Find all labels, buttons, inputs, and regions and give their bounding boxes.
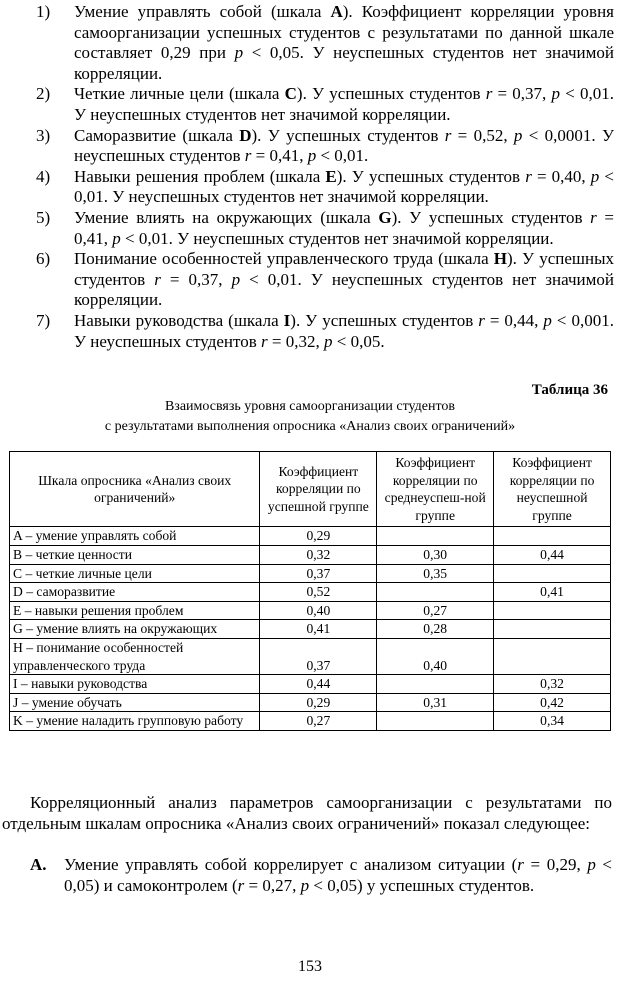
value-cell — [377, 583, 494, 602]
table-row — [10, 527, 611, 546]
value-cell — [377, 712, 494, 731]
text-run: p — [551, 84, 561, 104]
text-run: r — [590, 207, 597, 227]
value-cell: 0,37 — [260, 564, 377, 583]
text-run: < 0,01. У неуспешных студентов нет значимой корреляции. — [74, 166, 615, 207]
text-run: p — [590, 166, 600, 186]
scale-cell: J – умение обучать — [10, 693, 260, 712]
text-run: ). У успешных студентов — [290, 310, 479, 330]
text-run: < 0,05) и самоконтролем ( — [64, 855, 613, 895]
text-run: = 0,44, — [484, 310, 544, 330]
text-run: = 0,40, — [531, 166, 591, 186]
table-row — [10, 583, 611, 602]
text-run: = 0,37, — [160, 269, 232, 289]
text-run: = 0,41, — [251, 146, 308, 166]
value-cell: 0,32 — [260, 545, 377, 564]
text-run: p — [323, 331, 333, 351]
list-item-number: 3) — [36, 125, 51, 145]
value-cell: 0,31 — [377, 693, 494, 712]
value-cell — [377, 675, 494, 694]
list-item-number: 1) — [36, 2, 51, 21]
header-unsuccessful: Коэффициент корреляции по неуспешной группе — [494, 452, 611, 527]
value-cell: 0,44 — [494, 545, 611, 564]
table-row — [10, 712, 611, 731]
page-number: 153 — [298, 958, 322, 975]
scale-cell: K – умение наладить групповую работу — [10, 712, 260, 731]
text-run: Четкие личные цели (шкала — [74, 84, 285, 104]
text-run: Умение управлять собой (шкала — [74, 2, 331, 21]
value-cell: 0,28 — [377, 620, 494, 639]
value-cell: 0,27 — [260, 712, 377, 731]
value-cell — [494, 620, 611, 639]
value-cell: 0,37 — [260, 638, 377, 674]
text-run: = 0,29, — [523, 855, 588, 874]
text-run: ). У успешных студентов — [296, 84, 486, 104]
table-caption-line-1: Взаимосвязь уровня самоорганизации студентов — [164, 399, 456, 414]
value-cell: 0,29 — [260, 693, 377, 712]
text-run: Умение управлять собой коррелирует с анализом ситуации ( — [64, 855, 518, 874]
text-run: < 0,0001. У неуспешных студентов — [74, 125, 615, 166]
text-run: r — [237, 875, 245, 895]
text-run: = 0,41, — [74, 207, 615, 248]
scale-cell: B – четкие ценности — [10, 545, 260, 564]
point-a-text — [30, 855, 612, 896]
table-header-row — [10, 452, 611, 527]
text-run: Навыки решения проблем (шкала — [74, 166, 326, 186]
value-cell: 0,29 — [260, 527, 377, 546]
list-item — [36, 208, 614, 249]
value-cell: 0,40 — [377, 638, 494, 674]
text-run: < 0,01. У неуспешных студентов нет значимой корреляции. — [74, 269, 614, 310]
text-run: Навыки руководства (шкала — [74, 310, 284, 330]
text-run: r — [525, 166, 532, 186]
findings-list — [36, 2, 614, 352]
value-cell: 0,52 — [260, 583, 377, 602]
table-row — [10, 564, 611, 583]
text-run: p — [543, 310, 552, 330]
scale-cell: G – умение влиять на окружающих — [10, 620, 260, 639]
text-run: ). У успешных студентов — [336, 166, 526, 186]
text-run: D — [239, 125, 252, 145]
value-cell: 0,32 — [494, 675, 611, 694]
text-run: A — [330, 2, 343, 21]
text-run: r — [261, 331, 268, 351]
list-item — [36, 167, 614, 208]
text-run: Понимание особенностей управленческого труда (шкала — [74, 249, 494, 269]
text-run: p — [513, 125, 523, 145]
point-a-label: A. — [30, 855, 47, 874]
text-run: G — [378, 207, 392, 227]
table-row — [10, 693, 611, 712]
scale-cell: A – умение управлять собой — [10, 527, 260, 546]
list-item — [36, 84, 614, 125]
header-scale: Шкала опросника «Анализ своих ограничений» — [10, 452, 260, 527]
list-item-number: 7) — [36, 310, 51, 330]
text-run: r — [444, 125, 452, 145]
value-cell: 0,30 — [377, 545, 494, 564]
list-item-number: 5) — [36, 207, 51, 227]
table-row — [10, 675, 611, 694]
text-run: < 0,01. — [316, 146, 369, 166]
header-average: Коэффициент корреляции по среднеуспеш-ной группе — [377, 452, 494, 527]
text-run: r — [517, 855, 524, 874]
table-caption-line-2: с результатами выполнения опросника «Анализ своих ограничений» — [104, 419, 516, 434]
value-cell — [494, 601, 611, 620]
text-run: p — [300, 875, 310, 895]
body-paragraph: Корреляционный анализ параметров самоорганизации с результатами по отдельным шкалам опросника «Анализ своих ограничений» показал следующее: — [2, 793, 612, 833]
text-run: p — [112, 228, 121, 248]
value-cell: 0,40 — [260, 601, 377, 620]
scale-cell: C – четкие личные цели — [10, 564, 260, 583]
value-cell: 0,35 — [377, 564, 494, 583]
text-run: ). У успешных студентов — [391, 207, 591, 227]
text-run: I — [283, 310, 291, 330]
text-run: H — [493, 249, 508, 269]
text-run: r — [485, 84, 493, 104]
text-run: < 0,01. У неуспешных студентов нет значимой корреляции. — [120, 228, 554, 248]
value-cell: 0,41 — [494, 583, 611, 602]
table-row — [10, 601, 611, 620]
list-item-number: 4) — [36, 166, 51, 186]
value-cell: 0,34 — [494, 712, 611, 731]
text-run: = 0,27, — [244, 875, 301, 895]
value-cell: 0,27 — [377, 601, 494, 620]
text-run: C — [284, 84, 297, 104]
text-run: Умение влиять на окружающих (шкала — [74, 207, 379, 227]
text-run: < 0,05. — [332, 331, 385, 351]
text-run: = 0,52, — [451, 125, 514, 145]
value-cell — [494, 638, 611, 674]
text-run: < 0,01. У неуспешных студентов нет значимой корреляции. — [74, 84, 615, 124]
text-run: < 0,001. У неуспешных студентов — [74, 310, 614, 351]
value-cell: 0,44 — [260, 675, 377, 694]
list-item — [36, 249, 614, 311]
text-run: p — [307, 146, 317, 166]
text-run: p — [587, 855, 596, 874]
scale-cell: I – навыки руководства — [10, 675, 260, 694]
scale-cell: D – саморазвитие — [10, 583, 260, 602]
list-item — [36, 126, 614, 167]
text-run: Саморазвитие (шкала — [74, 125, 240, 145]
value-cell: 0,41 — [260, 620, 377, 639]
text-run: p — [231, 269, 241, 289]
text-run: ). У успешных студентов — [251, 125, 445, 145]
scale-cell: E – навыки решения проблем — [10, 601, 260, 620]
text-run: r — [154, 269, 161, 289]
text-run: r — [244, 146, 252, 166]
scale-cell: H – понимание особенностей управленческого труда — [10, 638, 260, 674]
list-item-number: 2) — [36, 84, 51, 104]
header-successful: Коэффициент корреляции по успешной группе — [260, 452, 377, 527]
correlation-table — [9, 451, 611, 731]
value-cell — [494, 564, 611, 583]
text-run: r — [478, 310, 485, 330]
list-item — [36, 311, 614, 352]
table-row — [10, 545, 611, 564]
list-item-number: 6) — [36, 249, 51, 269]
point-a — [30, 855, 612, 896]
text-run: < 0,05) у успешных студентов. — [309, 875, 535, 895]
value-cell — [494, 527, 611, 546]
text-run: E — [325, 166, 337, 186]
list-item — [36, 2, 614, 84]
text-run: ). У успешных студентов — [74, 249, 615, 289]
text-run: < 0,05. У неуспешных студентов нет значимой корреляции. — [74, 43, 614, 83]
text-run: = 0,32, — [267, 331, 324, 351]
table-number: Таблица 36 — [531, 382, 608, 398]
value-cell — [377, 527, 494, 546]
value-cell: 0,42 — [494, 693, 611, 712]
table-row — [10, 638, 611, 674]
text-run: = 0,37, — [492, 84, 552, 104]
table-row — [10, 620, 611, 639]
text-run: ). Коэффициент корреляции уровня самоорганизации успешных студентов с результатами по данной шкале составляет 0,29 при — [74, 2, 614, 63]
text-run: p — [234, 43, 244, 63]
